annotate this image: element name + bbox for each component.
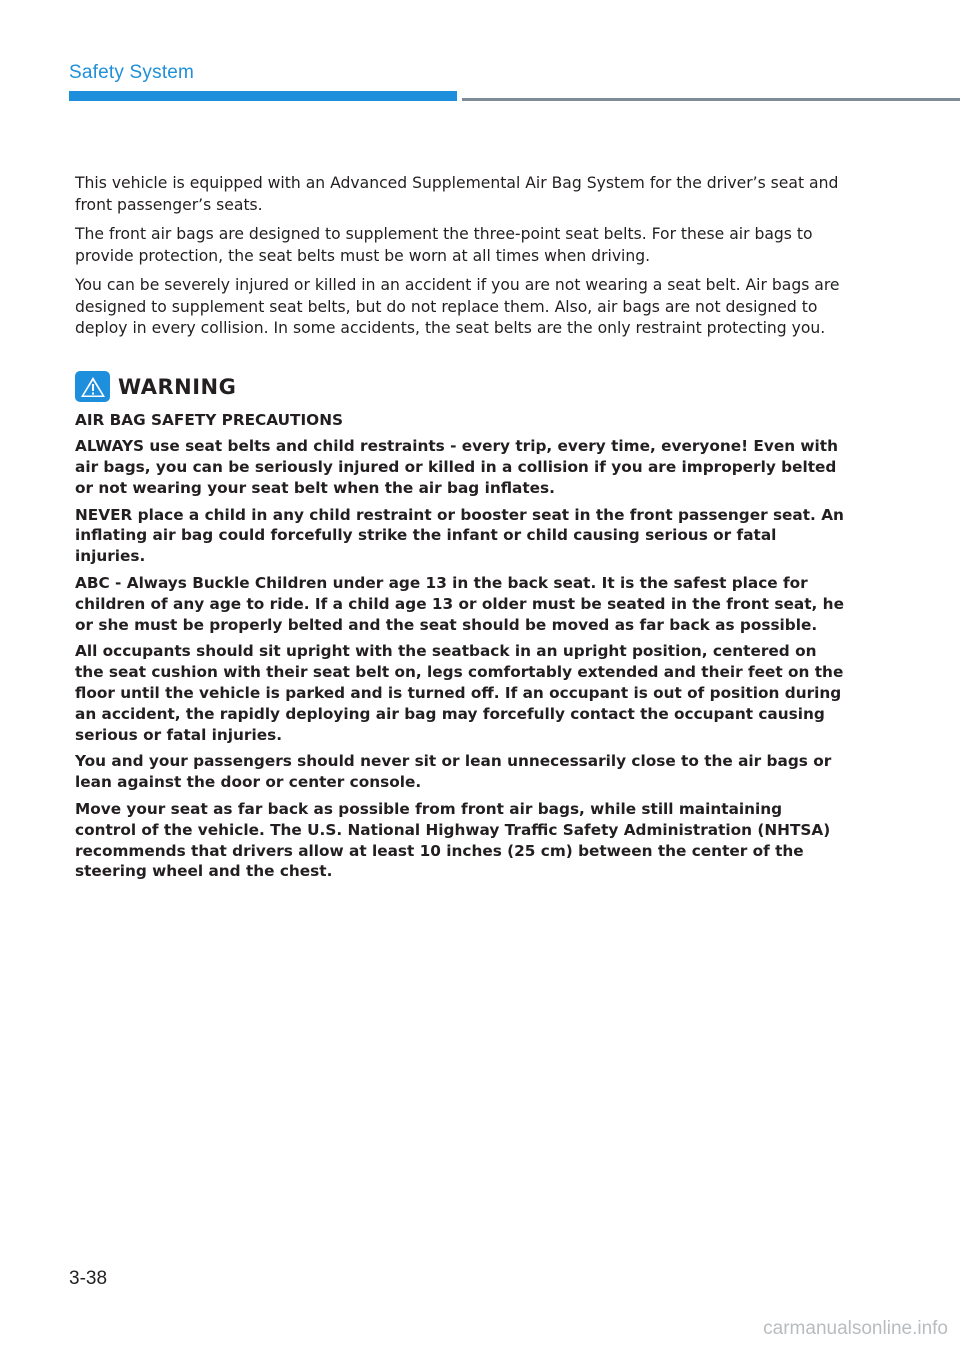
warning-subtitle: AIR BAG SAFETY PRECAUTIONS [75,410,344,429]
intro-paragraph: This vehicle is equipped with an Advanced Supplemental Air Bag System for the driver’s seat and front passenger’s seats. [75,174,839,214]
intro-paragraph: You can be severely injured or killed in an accident if you are not wearing a seat belt. Air bags are designed to supplement seat belts, but do not replace them. Also, air bags are not designed to deploy in every collision. In some accidents, the seat belts are the only restraint protecting you. [75,276,840,337]
header-rule-gray [462,98,960,101]
warning-paragraph: Move your seat as far back as possible from front air bags, while still maintaining control of the vehicle. The U.S. National Highway Traffic Safety Administration (NHTSA) recommends that drivers allow at least 10 inches (25 cm) between the center of the steering wheel and the chest. [75,800,831,881]
warning-paragraph: ABC - Always Buckle Children under age 13 in the back seat. It is the safest place for children of any age to ride. If a child age 13 or older must be seated in the front seat, he or she must be properly belted and the seat should be moved as far back as possible. [75,574,844,634]
section-title: Safety System [69,62,195,83]
warning-paragraph: NEVER place a child in any child restraint or booster seat in the front passenger seat. An inflating air bag could forcefully strike the infant or child causing serious or fatal injuries. [75,505,844,566]
warning-title: WARNING [118,374,237,399]
warning-box [75,370,845,883]
intro-paragraph: The front air bags are designed to supplement the three-point seat belts. For these air bags to provide protection, the seat belts must be worn at all times when driving. [75,225,813,265]
warning-paragraph: ALWAYS use seat belts and child restraints - every trip, every time, everyone! Even with air bags, you can be seriously injured or killed in a collision if you are improperly belted or not wearing your seat belt when the air bag inflates. [75,437,838,497]
warning-paragraph: You and your passengers should never sit or lean unnecessarily close to the air bags or lean against the door or center console. [75,752,832,792]
watermark: carmanualsonline.info [763,1318,948,1339]
page-number: 3-38 [69,1268,108,1289]
warning-header [75,370,845,404]
warning-paragraph: All occupants should sit upright with the seatback in an upright position, centered on the seat cushion with their seat belt on, legs comfortably extended and their feet on the floor until the vehicle is parked and is turned off. If an occupant is out of position during an accident, the rapidly deploying air bag may forcefully contact the occupant causing serious or fatal injuries. [75,642,844,744]
header-rule-accent [69,91,457,101]
page-content [75,173,845,888]
warning-triangle-icon [75,371,110,402]
